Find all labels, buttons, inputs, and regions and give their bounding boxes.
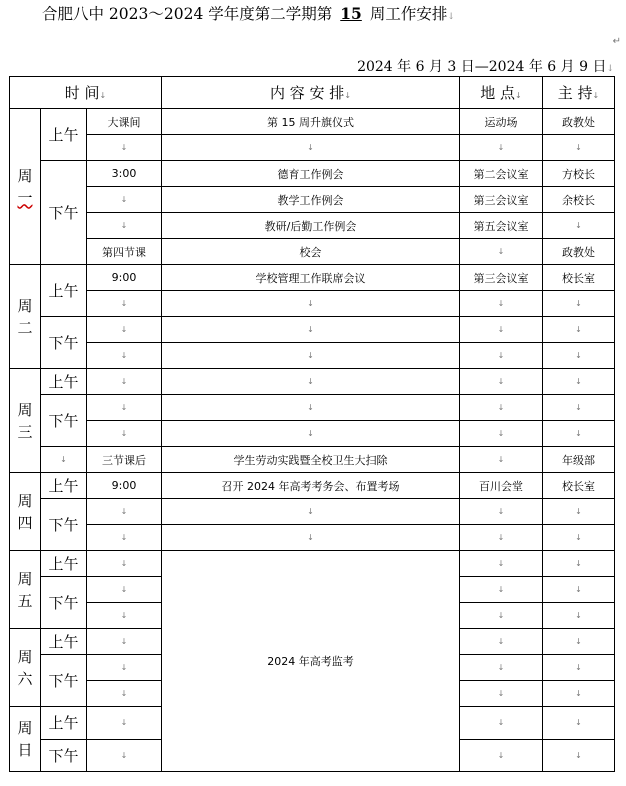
table-row: 下午 3:00 德育工作例会 第二会议室 方校长 <box>10 161 615 187</box>
header-time: 时 间↓ <box>10 77 162 109</box>
paragraph-mark-icon: ↵ <box>612 36 621 47</box>
day-sunday: 周 日 <box>10 707 41 772</box>
table-row: ↓ ↓ ↓ <box>10 681 615 707</box>
table-row: 下午 ↓ ↓ ↓ ↓ <box>10 499 615 525</box>
table-row: ↓ ↓ ↓ ↓ <box>10 291 615 317</box>
table-row: 周 日 上午 ↓ ↓ ↓ <box>10 707 615 740</box>
page-title: 合肥八中 2023～2024 学年度第二学期第 15 周工作安排↓ <box>42 4 455 23</box>
day-monday: 周 一 <box>10 109 41 265</box>
table-row: 周 一 上午 大课间 第 15 周升旗仪式 运动场 政教处 <box>10 109 615 135</box>
header-place: 地 点↓ <box>460 77 543 109</box>
table-row: ↓ 教学工作例会 第三会议室 余校长 <box>10 187 615 213</box>
header-host: 主 持↓ <box>543 77 615 109</box>
day-thursday: 周 四 <box>10 473 41 551</box>
table-row: 周 三 上午 ↓ ↓ ↓ ↓ <box>10 369 615 395</box>
table-row: ↓ ↓ ↓ ↓ <box>10 135 615 161</box>
table-row: 下午 ↓ ↓ ↓ ↓ <box>10 317 615 343</box>
date-range: 2024 年 6 月 3 日—2024 年 6 月 9 日↓ <box>357 59 614 75</box>
day-tuesday: 周 二 <box>10 265 41 369</box>
table-row: ↓ ↓ ↓ <box>10 603 615 629</box>
am-label: 上午 <box>41 109 87 161</box>
table-row: 周 四 上午 9:00 召开 2024 年高考考务会、布置考场 百川会堂 校长室 <box>10 473 615 499</box>
table-row: 周 六 上午 ↓ ↓ ↓ <box>10 629 615 655</box>
table-row: 第四节课 校会 ↓ 政教处 <box>10 239 615 265</box>
table-row: ↓ ↓ ↓ ↓ <box>10 343 615 369</box>
exam-supervision-cell: 2024 年高考监考 <box>162 551 460 772</box>
schedule-table <box>9 76 615 772</box>
title-prefix: 合肥八中 2023～2024 学年度第二学期第 <box>42 5 333 23</box>
day-friday: 周 五 <box>10 551 41 629</box>
table-row: ↓ 教研/后勤工作例会 第五会议室 ↓ <box>10 213 615 239</box>
header-row <box>10 77 615 109</box>
table-row: 下午 ↓ ↓ ↓ <box>10 577 615 603</box>
day-saturday: 周 六 <box>10 629 41 707</box>
table-row: ↓ ↓ ↓ ↓ <box>10 525 615 551</box>
table-row: ↓ ↓ ↓ ↓ <box>10 421 615 447</box>
table-row: 下午 ↓ ↓ ↓ <box>10 739 615 772</box>
table-row: 下午 ↓ ↓ ↓ <box>10 655 615 681</box>
table-row: ↓ 三节课后 学生劳动实践暨全校卫生大扫除 ↓ 年级部 <box>10 447 615 473</box>
pm-label: 下午 <box>41 161 87 265</box>
table-row: 下午 ↓ ↓ ↓ ↓ <box>10 395 615 421</box>
table-row: 周 五 上午 ↓ 2024 年高考监考 ↓ ↓ <box>10 551 615 577</box>
table-row: 周 二 上午 9:00 学校管理工作联席会议 第三会议室 校长室 <box>10 265 615 291</box>
week-number: 15 <box>340 4 362 23</box>
title-suffix: 周工作安排 <box>369 5 448 23</box>
day-wednesday: 周 三 <box>10 369 41 473</box>
header-content: 内 容 安 排↓ <box>162 77 460 109</box>
